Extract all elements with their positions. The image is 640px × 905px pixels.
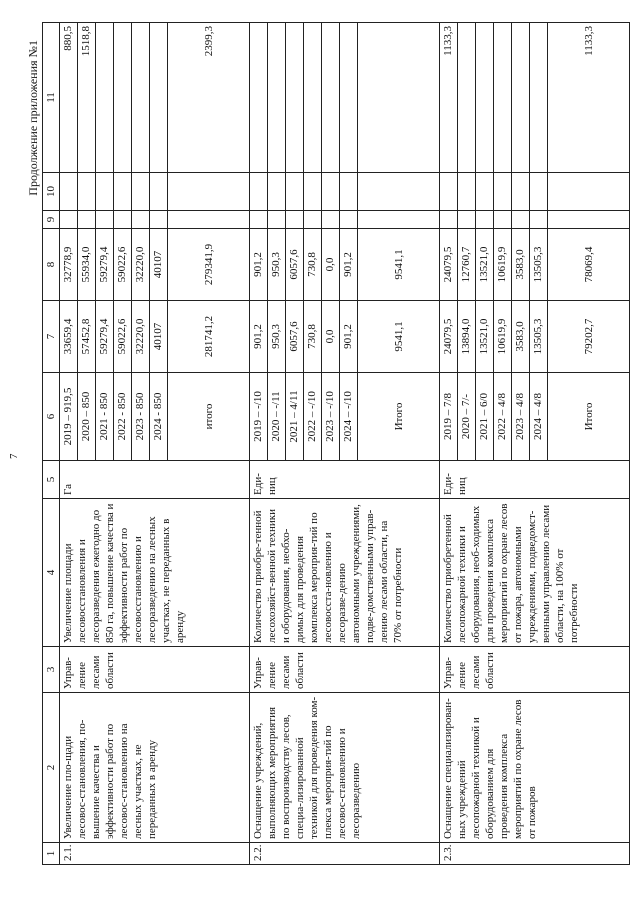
- cell-col7: 40107: [150, 301, 168, 373]
- year-value: 2021 - 850: [96, 373, 114, 461]
- executor: Управ-ление лесами области: [60, 647, 250, 693]
- year-value: 2020 – 850: [78, 373, 96, 461]
- total-col11: 2399,3: [168, 23, 250, 173]
- total-col8: 279341,9: [168, 229, 250, 301]
- year-value: 2019 – -/10: [250, 373, 268, 461]
- cell-col7: 10619,9: [494, 301, 512, 373]
- cell-col8: 59279,4: [96, 229, 114, 301]
- cell-col9: [150, 211, 168, 229]
- cell-col7: 6057,6: [286, 301, 304, 373]
- cell-col8: 950,3: [268, 229, 286, 301]
- year-value: 2023 - 850: [132, 373, 150, 461]
- total-col8: 9541,1: [358, 229, 440, 301]
- cell-col8: 55934,0: [78, 229, 96, 301]
- cell-col11: [268, 23, 286, 173]
- cell-col9: [476, 211, 494, 229]
- total-col10: [168, 173, 250, 211]
- cell-col11: [114, 23, 132, 173]
- cell-col8: 32778,9: [60, 229, 78, 301]
- col-header-2: 2: [43, 693, 60, 843]
- total-col11: 1133,3: [548, 23, 630, 173]
- cell-col9: [268, 211, 286, 229]
- cell-col7: 13521,0: [476, 301, 494, 373]
- cell-col10: [512, 173, 530, 211]
- total-col11: [358, 23, 440, 173]
- total-col8: 78069,4: [548, 229, 630, 301]
- cell-col7: 901,2: [340, 301, 358, 373]
- row-number: 2.3.: [440, 843, 630, 865]
- indicator-text: Количество приобретенной лесопожарной техники и оборудования, необ-ходимых для проведения комплекса мероприятий по охране лесов от пожара, автономными учреждениями, подведомст-венными управлению лесами области, на 100% от потребности: [440, 499, 630, 647]
- cell-col11: 880,5: [60, 23, 78, 173]
- cell-col9: [512, 211, 530, 229]
- cell-col11: [286, 23, 304, 173]
- cell-col10: [440, 173, 458, 211]
- cell-col11: [304, 23, 322, 173]
- cell-col8: 730,8: [304, 229, 322, 301]
- cell-col8: 40107: [150, 229, 168, 301]
- year-value: 2020 – 7/-: [458, 373, 476, 461]
- cell-col11: [530, 23, 548, 173]
- cell-col10: [132, 173, 150, 211]
- col-header-8: 8: [43, 229, 60, 301]
- cell-col10: [60, 173, 78, 211]
- total-col7: 281741,2: [168, 301, 250, 373]
- cell-col9: [458, 211, 476, 229]
- cell-col9: [304, 211, 322, 229]
- cell-col8: 6057,6: [286, 229, 304, 301]
- cell-col10: [322, 173, 340, 211]
- cell-col9: [132, 211, 150, 229]
- total-col7: 9541,1: [358, 301, 440, 373]
- cell-col7: 24079,5: [440, 301, 458, 373]
- year-value: 2023 – 4/8: [512, 373, 530, 461]
- indicator-text: Увеличение площади лесовосстановления и лесоразведения ежегодно до 850 га, повышение качества и эффективности работ по лесовосстановлению и лесоразведению на лесных участках, не переданных в аренду: [60, 499, 250, 647]
- cell-col7: 901,2: [250, 301, 268, 373]
- year-value: 2022 - 850: [114, 373, 132, 461]
- cell-col11: [132, 23, 150, 173]
- cell-col10: [150, 173, 168, 211]
- total-label: итого: [168, 373, 250, 461]
- table-row: [440, 23, 458, 865]
- header-row: [43, 23, 60, 865]
- cell-col11: 1518,8: [78, 23, 96, 173]
- cell-col9: [340, 211, 358, 229]
- cell-col9: [114, 211, 132, 229]
- cell-col7: 57452,8: [78, 301, 96, 373]
- cell-col10: [250, 173, 268, 211]
- cell-col10: [458, 173, 476, 211]
- unit: Еди-ниц: [440, 461, 630, 499]
- cell-col8: 32220,0: [132, 229, 150, 301]
- total-col9: [358, 211, 440, 229]
- cell-col10: [494, 173, 512, 211]
- cell-col9: [530, 211, 548, 229]
- row-number: 2.1.: [60, 843, 250, 865]
- cell-col9: [60, 211, 78, 229]
- cell-col8: 3583,0: [512, 229, 530, 301]
- cell-col7: 3583,0: [512, 301, 530, 373]
- cell-col9: [440, 211, 458, 229]
- measure-name: Оснащение специализирован-ных учреждений лесопожарной техникой и оборудованием для проведения комплекса мероприятий по охране лесов от пожаров: [440, 693, 630, 843]
- year-value: 2023 – -/10: [322, 373, 340, 461]
- cell-col11: 1133,3: [440, 23, 458, 173]
- total-col9: [548, 211, 630, 229]
- cell-col8: 59022,6: [114, 229, 132, 301]
- cell-col11: [322, 23, 340, 173]
- total-col9: [168, 211, 250, 229]
- cell-col7: 33659,4: [60, 301, 78, 373]
- unit: Еди-ниц: [250, 461, 440, 499]
- col-header-9: 9: [43, 211, 60, 229]
- cell-col7: 0,0: [322, 301, 340, 373]
- cell-col8: 13521,0: [476, 229, 494, 301]
- col-header-11: 11: [43, 23, 60, 173]
- cell-col10: [286, 173, 304, 211]
- cell-col9: [250, 211, 268, 229]
- row-number: 2.2.: [250, 843, 440, 865]
- col-header-7: 7: [43, 301, 60, 373]
- year-value: 2019 – 919,5: [60, 373, 78, 461]
- cell-col9: [78, 211, 96, 229]
- year-value: 2024 - 850: [150, 373, 168, 461]
- cell-col10: [268, 173, 286, 211]
- cell-col7: 13894,0: [458, 301, 476, 373]
- executor: Управ-ление лесами области: [440, 647, 630, 693]
- year-value: 2024 – 4/8: [530, 373, 548, 461]
- cell-col8: 13505,3: [530, 229, 548, 301]
- col-header-5: 5: [43, 461, 60, 499]
- cell-col11: [150, 23, 168, 173]
- cell-col11: [494, 23, 512, 173]
- total-label: Итого: [548, 373, 630, 461]
- year-value: 2019 – 7/8: [440, 373, 458, 461]
- measure-name: Увеличение пло-щади лесовос-становления, по-вышение качества и эффективности работ по лесовос-становлению на лесных участках, не переданных в аренду: [60, 693, 250, 843]
- cell-col9: [494, 211, 512, 229]
- unit: Га: [60, 461, 250, 499]
- cell-col7: 32220,0: [132, 301, 150, 373]
- cell-col11: [96, 23, 114, 173]
- year-value: 2021 – 4/11: [286, 373, 304, 461]
- cell-col8: 24079,5: [440, 229, 458, 301]
- total-label: Итого: [358, 373, 440, 461]
- cell-col10: [340, 173, 358, 211]
- cell-col10: [78, 173, 96, 211]
- cell-col9: [286, 211, 304, 229]
- cell-col7: 730,8: [304, 301, 322, 373]
- measure-name: Оснащение учреждений, выполняющих мероприятия по воспроизводству лесов, специа-лизированной техникой для проведения ком-плекса мероприя-тий по лесовос-становлению и лесоразведению: [250, 693, 440, 843]
- cell-col11: [250, 23, 268, 173]
- col-header-6: 6: [43, 373, 60, 461]
- cell-col11: [512, 23, 530, 173]
- total-col10: [358, 173, 440, 211]
- program-table: [42, 22, 630, 865]
- indicator-text: Количество приобре-тенной лесохозяйст-венной техники и оборудования, необхо-димых для проведения комплекса мероприя-тий по лесовосста-новлению и лесоразве-дению автономными учреждениями, подве-домственными управ-лению лесами области, на 70% от потребности: [250, 499, 440, 647]
- cell-col8: 901,2: [340, 229, 358, 301]
- cell-col9: [96, 211, 114, 229]
- year-value: 2022 – 4/8: [494, 373, 512, 461]
- cell-col10: [476, 173, 494, 211]
- total-col7: 79202,7: [548, 301, 630, 373]
- table-row: [250, 23, 268, 865]
- cell-col11: [458, 23, 476, 173]
- executor: Управ-ление лесами области: [250, 647, 440, 693]
- cell-col7: 950,3: [268, 301, 286, 373]
- col-header-10: 10: [43, 173, 60, 211]
- continuation-caption: Продолжение приложения №1: [26, 40, 40, 196]
- cell-col8: 10619,9: [494, 229, 512, 301]
- col-header-3: 3: [43, 647, 60, 693]
- cell-col9: [322, 211, 340, 229]
- total-col10: [548, 173, 630, 211]
- cell-col10: [530, 173, 548, 211]
- cell-col7: 59022,6: [114, 301, 132, 373]
- cell-col7: 13505,3: [530, 301, 548, 373]
- cell-col10: [114, 173, 132, 211]
- cell-col8: 12760,7: [458, 229, 476, 301]
- cell-col8: 0,0: [322, 229, 340, 301]
- cell-col7: 59279,4: [96, 301, 114, 373]
- year-value: 2022 – -/10: [304, 373, 322, 461]
- cell-col10: [304, 173, 322, 211]
- cell-col10: [96, 173, 114, 211]
- page-number: 7: [8, 453, 20, 459]
- col-header-4: 4: [43, 499, 60, 647]
- cell-col11: [340, 23, 358, 173]
- cell-col11: [476, 23, 494, 173]
- col-header-1: 1: [43, 843, 60, 865]
- year-value: 2024 – -/10: [340, 373, 358, 461]
- table-row: [60, 23, 78, 865]
- year-value: 2020 – -/11: [268, 373, 286, 461]
- cell-col8: 901,2: [250, 229, 268, 301]
- year-value: 2021 – 6/0: [476, 373, 494, 461]
